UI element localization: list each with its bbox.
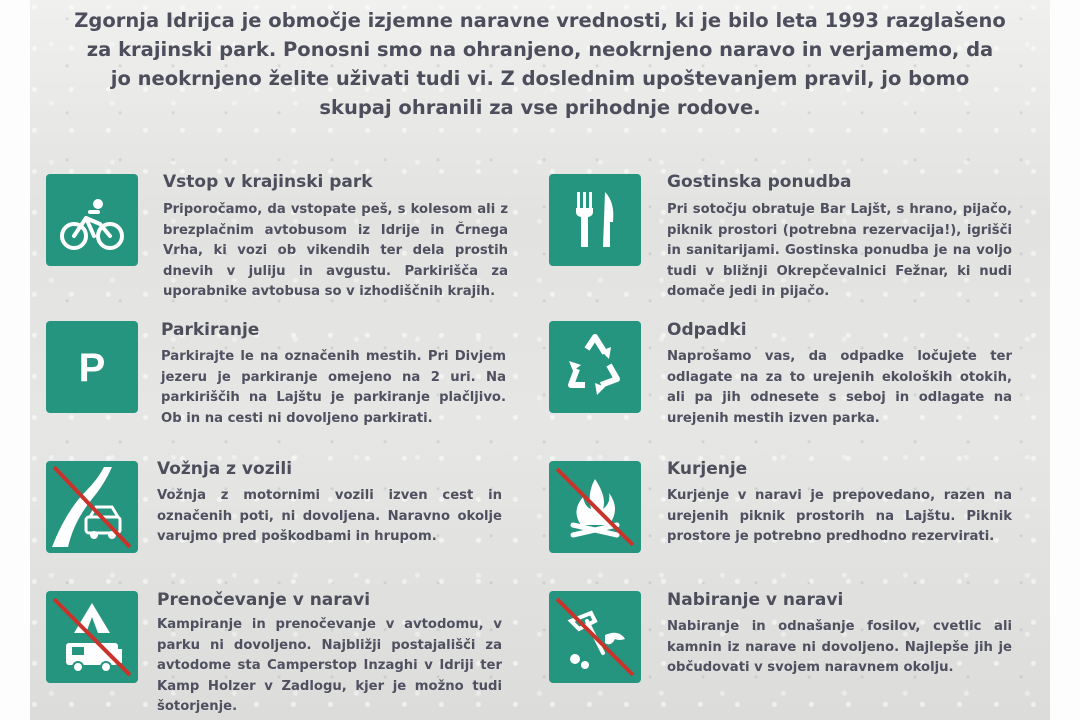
intro-line: jo neokrnjeno želite uživati tudi vi. Z doslednim upoštevanjem pravil, jo bomo <box>110 67 970 90</box>
rule-title: Vožnja z vozili <box>157 459 293 479</box>
rule-title: Nabiranje v naravi <box>667 590 844 610</box>
parking-icon <box>46 321 138 413</box>
rule-title: Gostinska ponudba <box>667 172 852 192</box>
no-offroad-driving-icon <box>46 461 138 553</box>
no-fire-icon <box>549 461 641 553</box>
no-camping-icon <box>46 591 138 683</box>
intro-line: skupaj ohranili za vse prihodnje rodove. <box>319 96 761 119</box>
rule-text: Parkirajte le na označenih mestih. Pri Divjem jezeru je parkiranje omejeno na 2 uri. Na parkiriščih na Lajštu je parkiranje plačljivo. Ob in na cesti ni dovoljeno parkirati. <box>161 349 506 426</box>
rule-title: Vstop v krajinski park <box>163 172 373 192</box>
rule-text: Priporočamo, da vstopate peš, s kolesom ali z brezplačnim avtobusom iz Idrije in Črnega Vrha, ki vozi ob vikendih ter dela prostih dnevih v juliju in avgustu. Parkirišča za uporabnike avtobusa so v izhodiščnih krajih. <box>163 202 508 299</box>
right-margin <box>1050 0 1080 720</box>
rule-text: Nabiranje in odnašanje fosilov, cvetlic ali kamnin iz narave ni dovoljeno. Najlepše jih je občudovati v svojem naravnem okolju. <box>667 619 1012 675</box>
rule-title: Odpadki <box>667 320 747 340</box>
rule-title: Prenočevanje v naravi <box>157 590 371 610</box>
intro-line: za krajinski park. Ponosni smo na ohranjeno, neokrnjeno naravo in verjamemo, da <box>86 38 994 61</box>
rule-text: Kampiranje in prenočevanje v avtodomu, v parku ni dovoljeno. Najbližji postajališči za avtodome sta Camperstop Inzaghi v Idriji ter Kamp Holzer v Zadlogu, kjer je možno tudi šotorjenje. <box>157 617 502 714</box>
rule-text: Vožnja z motornimi vozili izven cest in označenih poti, ni dovoljena. Naravno okolje varujmo pred poškodbami in hrupom. <box>157 488 502 544</box>
intro-line: Zgornja Idrijca je območje izjemne naravne vrednosti, ki je bilo leta 1993 razglašeno <box>74 9 1006 32</box>
bicycle-icon <box>46 174 138 266</box>
rule-title: Kurjenje <box>667 459 748 479</box>
rule-text: Pri sotočju obratuje Bar Lajšt, s hrano, pijačo, piknik prostori (potrebna rezervacija!), igrišči in sanitarijami. Gostinska ponudba je na voljo tudi v bližnji Okrepčevalnici Fežnar, ki nudi domače jedi in pijačo. <box>667 202 1012 299</box>
recycle-icon <box>549 321 641 413</box>
fork-knife-icon <box>549 174 641 266</box>
intro-text <box>30 6 1050 122</box>
rule-title: Parkiranje <box>161 320 260 340</box>
no-collecting-icon <box>549 591 641 683</box>
rule-text: Naprošamo vas, da odpadke ločujete ter odlagate na za to urejenih ekoloških otokih, ali pa jih odnesete s seboj in odlagate na urejenih mestih izven parka. <box>667 349 1012 426</box>
left-margin <box>0 0 30 720</box>
parking-letter: P <box>78 346 106 390</box>
rule-text: Kurjenje v naravi je prepovedano, razen na urejenih piknik prostorih na Lajštu. Piknik prostore je potrebno predhodno rezervirati. <box>667 488 1012 544</box>
